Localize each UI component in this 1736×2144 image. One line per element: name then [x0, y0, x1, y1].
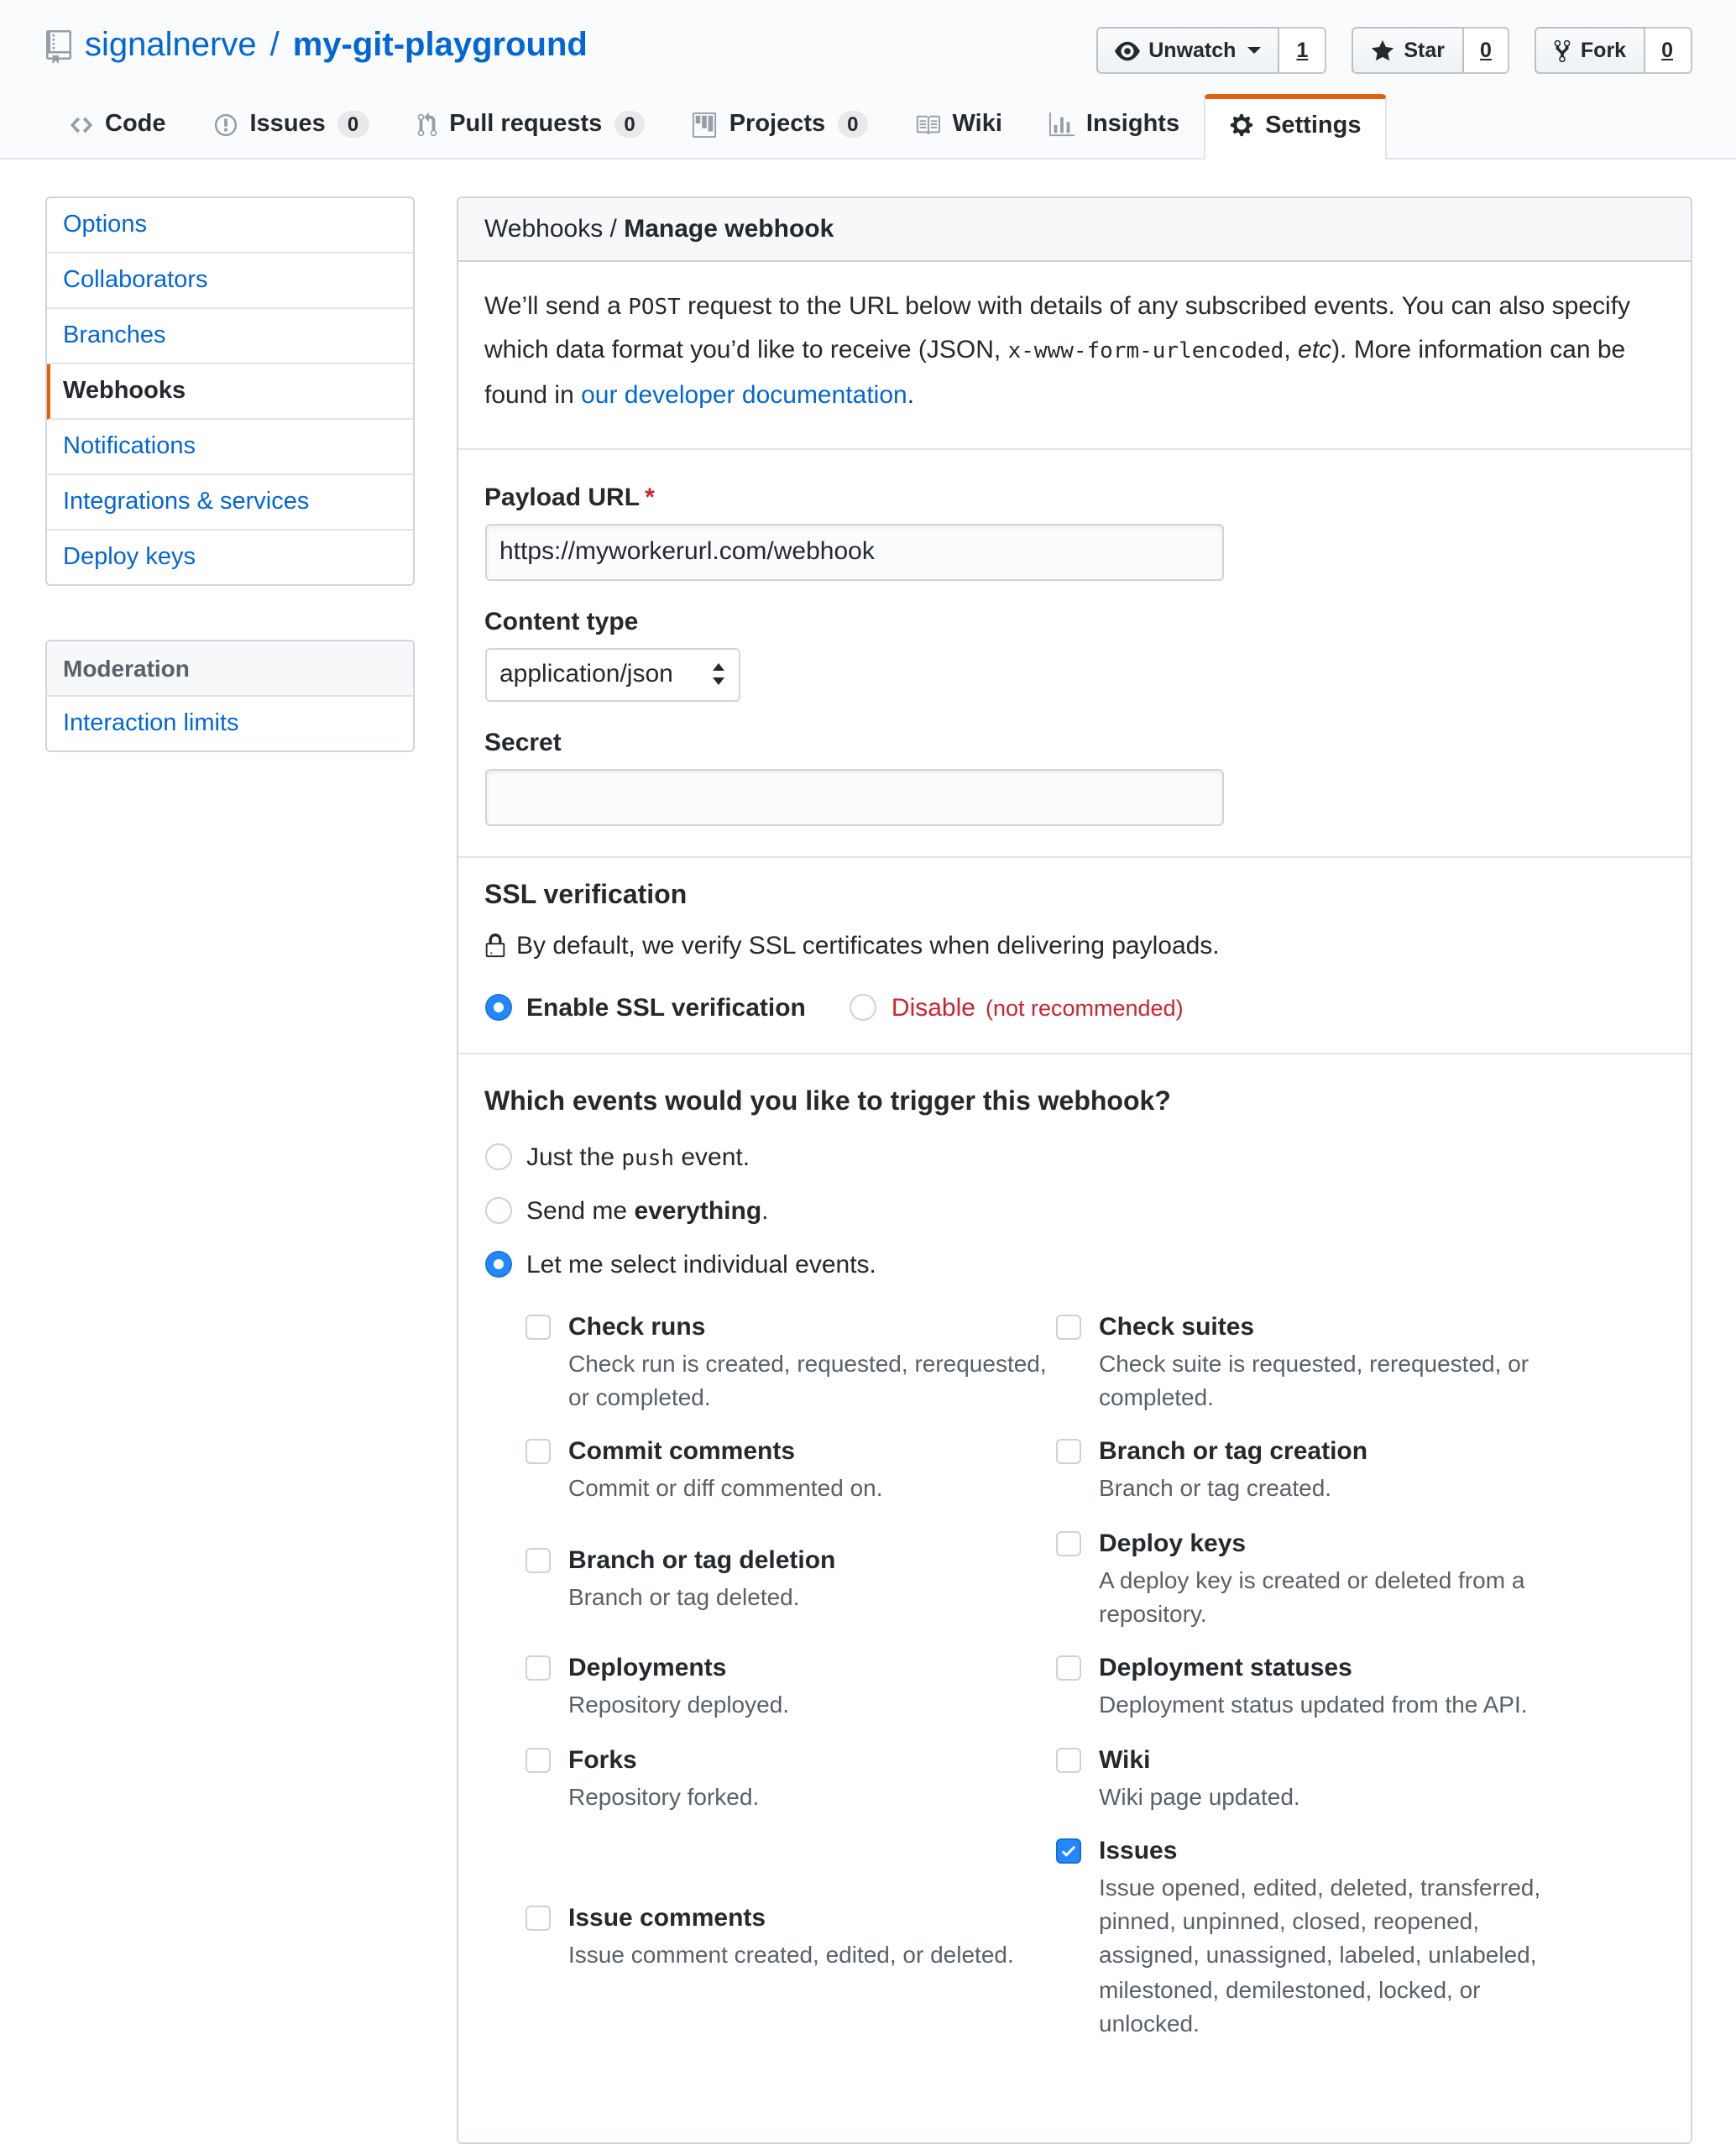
tab-label: Wiki [952, 111, 1002, 138]
event-title: Deployment statuses [1099, 1654, 1352, 1683]
event-description: Repository deployed. [568, 1691, 790, 1718]
post-code: POST [628, 295, 681, 321]
event-item-wiki [1055, 1745, 1586, 1813]
event-item-branch-tag-creation [1055, 1438, 1586, 1506]
event-item-deploy-keys [1055, 1529, 1586, 1630]
event-trigger-options [484, 1143, 1663, 1279]
star-button[interactable] [1352, 27, 1463, 74]
radio-unchecked-icon[interactable] [484, 1144, 511, 1171]
tab-label: Issues [249, 111, 326, 138]
sidebar-item-interaction-limits[interactable]: Interaction limits [63, 710, 239, 737]
pull-requests-counter: 0 [614, 111, 645, 138]
event-description: Branch or tag deleted. [568, 1582, 800, 1610]
enable-ssl-radio-option[interactable] [484, 994, 806, 1022]
tab-pull-requests[interactable] [392, 94, 669, 158]
radio-checked-icon[interactable] [484, 1252, 511, 1279]
lock-icon [484, 933, 505, 959]
tab-label: Settings [1265, 112, 1362, 139]
intro-section [458, 262, 1690, 448]
checkbox-unchecked[interactable] [1055, 1530, 1080, 1556]
eye-icon [1115, 38, 1140, 63]
event-title: Branch or tag creation [1099, 1437, 1368, 1467]
send-everything-label: Send me everything. [526, 1196, 769, 1226]
events-heading: Which events would you like to trigger this webhook? [484, 1087, 1171, 1116]
settings-sidebar [44, 196, 414, 752]
sidebar-item-options[interactable]: Options [46, 198, 412, 254]
check-icon [1059, 1842, 1077, 1860]
ssl-note-text: By default, we verify SSL certificates when delivering payloads. [516, 931, 1220, 960]
event-title: Branch or tag deletion [568, 1545, 836, 1575]
tab-label: Code [105, 111, 166, 138]
sidebar-item-notifications[interactable]: Notifications [46, 420, 412, 475]
select-individual-label: Let me select individual events. [526, 1250, 876, 1279]
checkbox-unchecked[interactable] [525, 1655, 550, 1681]
webhook-panel [456, 196, 1692, 2144]
fork-button-group [1535, 27, 1692, 74]
payload-url-input[interactable] [484, 524, 1223, 581]
sidebar-item-branches[interactable]: Branches [46, 309, 412, 364]
etc-text: etc [1298, 336, 1332, 365]
checkbox-unchecked[interactable] [1055, 1440, 1080, 1465]
event-description: Issue opened, edited, deleted, transferred, pinned, unpinned, closed, reopened, assigned, unassigned, labeled, unlabeled, milestoned, demilestoned, locked, or unlocked. [1099, 1873, 1541, 2037]
sidebar-item-integrations[interactable]: Integrations & services [46, 475, 412, 531]
events-section [458, 1053, 1690, 2081]
radio-unchecked-icon[interactable] [850, 995, 876, 1022]
event-title: Commit comments [568, 1437, 796, 1467]
tab-label: Pull requests [449, 111, 603, 138]
webhook-form-section [458, 448, 1690, 856]
watchers-count[interactable]: 1 [1279, 27, 1326, 74]
moderation-menu [44, 640, 414, 752]
disable-ssl-label: Disable [891, 993, 975, 1022]
event-item-forks [525, 1745, 1055, 1813]
main-content [456, 196, 1692, 2144]
gear-icon [1228, 112, 1253, 138]
settings-menu [44, 196, 414, 586]
tab-insights[interactable] [1026, 94, 1203, 158]
checkbox-unchecked[interactable] [525, 1440, 550, 1465]
checkbox-unchecked[interactable] [1055, 1315, 1080, 1340]
payload-url-label: Payload URL * [484, 483, 655, 512]
event-title: Check runs [568, 1312, 706, 1341]
repo-slash: / [269, 27, 280, 64]
checkbox-unchecked[interactable] [525, 1315, 550, 1340]
repo-nav [44, 94, 1692, 158]
issues-counter: 0 [337, 111, 369, 138]
disable-ssl-radio-option[interactable] [850, 994, 1184, 1022]
tab-label: Projects [729, 111, 826, 138]
tab-code[interactable] [44, 94, 190, 158]
ssl-note [484, 932, 1663, 960]
stargazers-count[interactable]: 0 [1463, 27, 1510, 74]
breadcrumb-parent: Webhooks [484, 215, 604, 243]
events-checkbox-grid [525, 1313, 1663, 2041]
event-item-check-suites [1055, 1313, 1586, 1415]
star-icon [1370, 38, 1395, 63]
checkbox-unchecked[interactable] [525, 1548, 550, 1573]
content-type-label: Content type [484, 607, 639, 636]
event-title: Deployments [568, 1654, 727, 1683]
fork-button[interactable] [1535, 27, 1644, 74]
event-item-commit-comments [525, 1438, 1055, 1506]
disable-ssl-note: (not recommended) [985, 995, 1184, 1021]
event-title: Issue comments [568, 1904, 766, 1933]
event-item-branch-tag-deletion [525, 1546, 1055, 1614]
event-description: A deploy key is created or deleted from a repository. [1099, 1566, 1525, 1627]
tab-label: Insights [1085, 111, 1180, 138]
ssl-heading: SSL verification [484, 881, 688, 910]
content-type-group [484, 608, 1663, 702]
event-description: Check suite is requested, rerequested, or completed. [1099, 1349, 1529, 1411]
event-description: Wiki page updated. [1099, 1782, 1300, 1810]
just-push-radio-option[interactable] [484, 1143, 1663, 1172]
tab-issues[interactable] [190, 94, 393, 158]
checkbox-checked[interactable] [1055, 1838, 1080, 1864]
repo-owner-link[interactable]: signalnerve [85, 27, 257, 64]
required-asterisk: * [645, 483, 655, 512]
push-code: push [621, 1146, 675, 1172]
event-title: Wiki [1099, 1745, 1151, 1775]
git-pull-request-icon [416, 112, 437, 137]
event-description: Deployment status updated from the API. [1099, 1691, 1528, 1718]
projects-counter: 0 [837, 111, 868, 138]
repo-icon [44, 29, 71, 63]
checkbox-unchecked[interactable] [1055, 1655, 1080, 1681]
tab-projects[interactable] [669, 94, 892, 158]
ssl-section [458, 856, 1690, 1053]
checkbox-unchecked[interactable] [525, 1747, 550, 1772]
intro-text: We’ll send a POST request to the URL below with details of any subscribed events. You can also specify which data format you’d like to receive (JSON, x-www-form-urlencoded, etc). More information can be found in our developer documentation. [484, 292, 1631, 409]
radio-checked-icon[interactable] [484, 995, 511, 1022]
repo-name-link[interactable]: my-git-playground [292, 27, 588, 64]
code-icon [68, 112, 93, 137]
event-item-deployments [525, 1654, 1055, 1722]
sidebar-item-webhooks[interactable]: Webhooks [46, 364, 412, 420]
event-title: Forks [568, 1745, 637, 1775]
graph-icon [1049, 112, 1075, 137]
secret-input[interactable] [484, 769, 1223, 826]
event-item-deployment-statuses [1055, 1654, 1586, 1722]
caret-down-icon [1247, 47, 1261, 54]
book-icon [916, 112, 941, 137]
event-item-issues [1055, 1837, 1586, 2041]
unwatch-label: Unwatch [1148, 39, 1237, 62]
issue-opened-icon [213, 112, 238, 137]
send-everything-radio-option[interactable] [484, 1197, 1663, 1226]
event-title: Deploy keys [1099, 1529, 1247, 1558]
event-item-issue-comments [525, 1905, 1055, 1973]
enable-ssl-label: Enable SSL verification [526, 993, 806, 1022]
fork-label: Fork [1580, 39, 1627, 62]
secret-label: Secret [484, 728, 562, 757]
repo-title [44, 24, 588, 65]
just-push-label: Just the push event. [526, 1143, 750, 1172]
event-title: Issues [1099, 1836, 1178, 1865]
star-label: Star [1404, 39, 1445, 62]
forks-count[interactable]: 0 [1644, 27, 1692, 74]
select-arrows-icon [711, 664, 724, 686]
radio-unchecked-icon[interactable] [484, 1198, 511, 1225]
breadcrumb-divider: / [603, 215, 625, 243]
breadcrumb [458, 198, 1690, 262]
fork-icon [1554, 38, 1572, 63]
event-description: Check run is created, requested, rerequested, or completed. [568, 1349, 1047, 1411]
project-icon [693, 112, 718, 137]
sidebar-item-collaborators[interactable]: Collaborators [46, 254, 412, 309]
developer-docs-link[interactable]: our developer documentation [581, 380, 907, 409]
tab-settings[interactable] [1203, 94, 1386, 159]
event-title: Check suites [1099, 1312, 1255, 1341]
star-button-group [1352, 27, 1510, 74]
sidebar-item-deploy-keys[interactable]: Deploy keys [63, 544, 196, 571]
select-individual-radio-option[interactable] [484, 1251, 1663, 1279]
tab-wiki[interactable] [892, 94, 1026, 158]
breadcrumb-current: Manage webhook [624, 215, 834, 243]
event-item-check-runs [525, 1313, 1055, 1415]
content-type-select[interactable] [484, 648, 740, 702]
repo-pagehead [0, 0, 1736, 159]
payload-url-group [484, 484, 1663, 581]
checkbox-unchecked[interactable] [525, 1906, 550, 1932]
moderation-header: Moderation [46, 641, 412, 697]
event-description: Branch or tag created. [1099, 1474, 1332, 1502]
event-description: Repository forked. [568, 1782, 760, 1810]
unwatch-button[interactable] [1096, 27, 1279, 74]
repo-actions [1096, 27, 1692, 74]
urlencoded-code: x-www-form-urlencoded [1007, 339, 1284, 365]
checkbox-unchecked[interactable] [1055, 1747, 1080, 1772]
content-type-value: application/json [499, 660, 673, 689]
secret-group [484, 729, 1663, 826]
event-description: Issue comment created, edited, or deleted. [568, 1941, 1014, 1969]
watch-button-group [1096, 27, 1326, 74]
event-description: Commit or diff commented on. [568, 1474, 883, 1502]
